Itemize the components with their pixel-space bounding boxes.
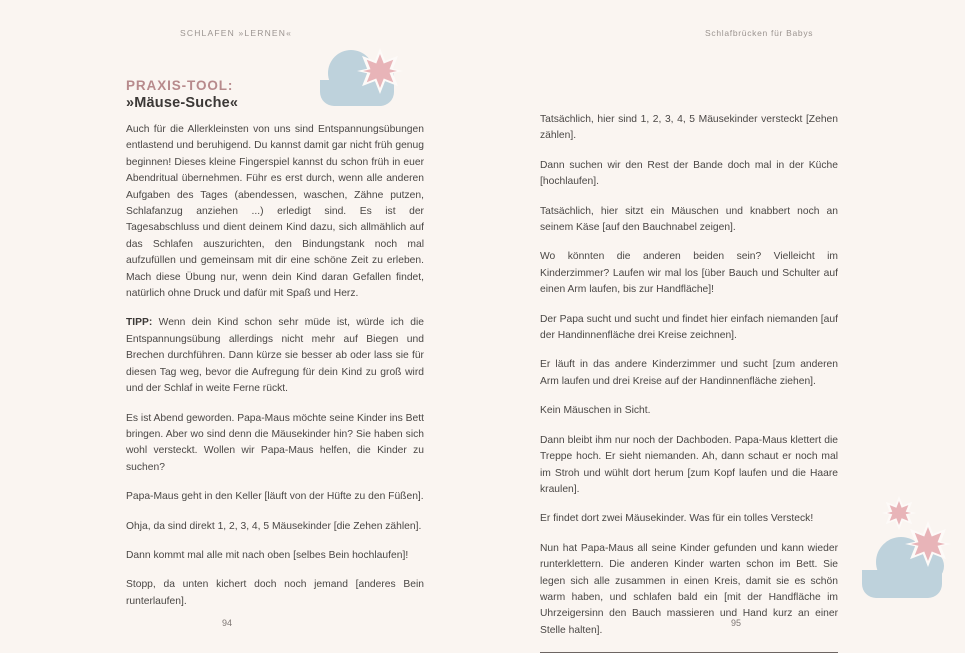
paragraph: Tatsächlich, hier sind 1, 2, 3, 4, 5 Mäusekinder versteckt [Zehen zählen]. [540, 114, 838, 142]
page-title: »Mäuse-Suche« [126, 95, 239, 111]
tip-text: Wenn dein Kind schon sehr müde ist, würde ich die Entspannungsübung allerdings nicht mehr auf Biegen und Brechen durchführen. Dann kürze sie besser ab oder lass sie für diesen Tag weg, bevor die Aufregung für dein Kind zu groß wird und der Schlaf in weite Ferne rückt. [126, 317, 424, 395]
right-column [540, 112, 838, 653]
paragraph: Ohja, da sind direkt 1, 2, 3, 4, 5 Mäusekinder [die Zehen zählen]. [126, 520, 422, 532]
paragraph: Papa-Maus geht in den Keller [läuft von der Hüfte zu den Füßen]. [126, 491, 424, 503]
paragraph: Dann bleibt ihm nur noch der Dachboden. Papa-Maus klettert die Treppe hoch. Er sieht niemanden. Ah, dann schaut er noch mal im Stroh und wühlt dort herum [zum Kopf laufen und die Haare kraulen]. [540, 434, 838, 495]
tip-paragraph [126, 315, 424, 397]
paragraph: Wo könnten die anderen beiden sein? Vielleicht im Kinderzimmer? Laufen wir mal los [über Bauch und Schulter auf einen Arm laufen, bis zur Handfläche]! [540, 251, 838, 296]
paragraph: Der Papa sucht und sucht und findet hier einfach niemanden [auf der Handinnenfläche drei Kreise zeichnen]. [540, 313, 838, 342]
running-head-right: Schlafbrücken für Babys [705, 28, 814, 38]
paragraph: Dann suchen wir den Rest der Bande doch mal in der Küche [hochlaufen]. [540, 159, 838, 188]
running-head-left: SCHLAFEN »LERNEN« [180, 28, 293, 38]
paragraph: Stopp, da unten kichert doch noch jemand [anderes Bein runterlaufen]. [126, 579, 424, 607]
tip-label: TIPP: [126, 317, 153, 329]
left-column [126, 78, 424, 610]
paragraph: Es ist Abend geworden. Papa-Maus möchte seine Kinder ins Bett bringen. Aber wo sind denn die Mäusekinder hin? Sie haben sich wohl versteckt. Wollen wir Papa-Maus helfen, die Kinder zu suchen? [126, 412, 424, 473]
paragraph: Er findet dort zwei Mäusekinder. Was für ein tolles Versteck! [540, 513, 814, 525]
star-icon-bottom-large [911, 527, 945, 561]
paragraph: Dann kommt mal alle mit nach oben [selbes Bein hochlaufen]! [126, 549, 409, 561]
page-number-right: 95 [731, 618, 742, 628]
paragraph: Auch für die Allerkleinsten von uns sind Entspannungsübungen entlastend und beruhigend. Du kannst damit gar nicht früh genug beginnen! Dieses kleine Fingerspiel kannst du schon früh in euer Abendritual übernehmen. Führ es erst durch, wenn alle anderen Aufgaben des Tages (abendessen, waschen, Zähne putzen, Schlafanzug anziehen ...) erledigt sind. Es ist der Tagesabschluss und dient deinem Kind dazu, sich allmählich auf das Schlafen auszurichten, den Bindungstank noch mal aufzufüllen und gemeinsam mit dir eine schöne Zeit zu erleben. Mach diese Übung nur, wenn dein Kind daran Gefallen findet, natürlich ohne Druck und dafür mit Spaß und Herz. [126, 124, 424, 300]
star-halo-bottom-small [882, 496, 916, 530]
cloud-icon-bottom-right [862, 570, 942, 598]
paragraph: Tatsächlich, hier sitzt ein Mäuschen und knabbert noch an seinem Käse [auf den Bauchnabel zeigen]. [540, 205, 838, 234]
paragraph: Kein Mäuschen in Sicht. [540, 405, 651, 417]
star-halo-bottom-large [905, 521, 951, 567]
paragraph: Er läuft in das andere Kinderzimmer und sucht [zum anderen Arm laufen und drei Kreise auf der Handinnenfläche ziehen]. [540, 359, 838, 387]
page-number-left: 94 [222, 618, 233, 628]
paragraph: Nun hat Papa-Maus all seine Kinder gefunden und kann wieder runterklettern. Die anderen Kinder warten schon im Bett. Sie legen sich alle zusammen in einen Kreis, damit sie es schön warm haben, und schlafen bald ein [mit der Handfläche im Uhrzeigersinn den Bauch massieren und Hand kurz an einer Stelle halten]. [540, 542, 838, 636]
star-icon-bottom-small [887, 501, 911, 525]
praxis-tool-label: PRAXIS-TOOL: [126, 78, 234, 93]
